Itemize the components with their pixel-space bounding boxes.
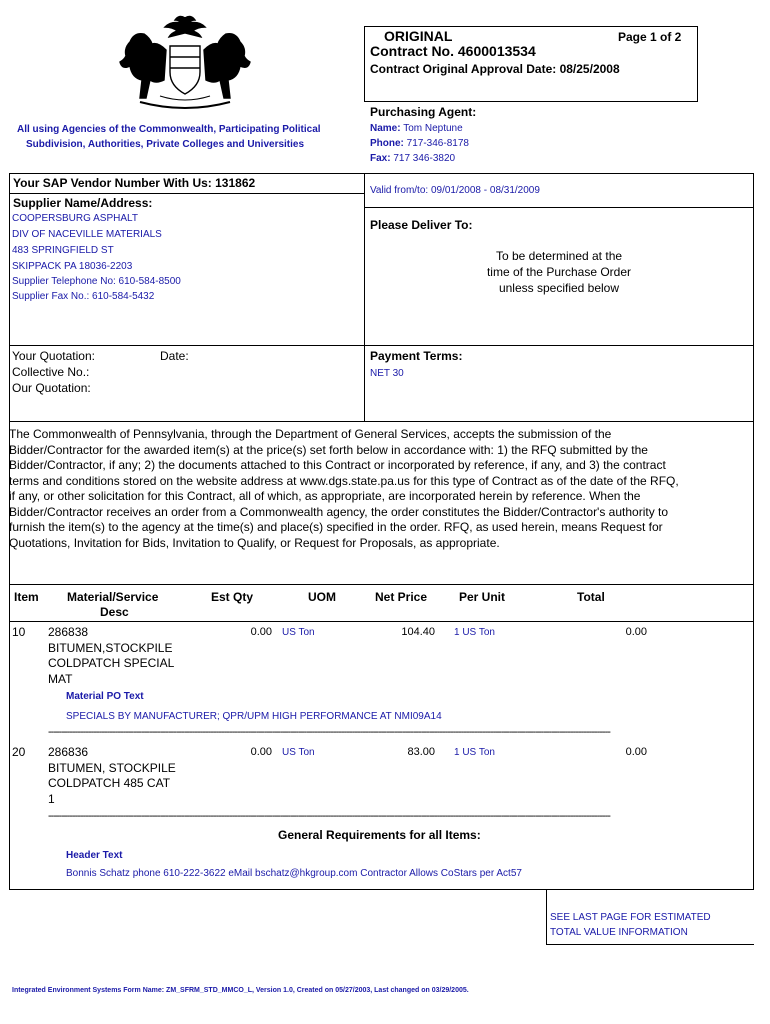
body-line: Bidder/Contractor for the awarded item(s) at the price(s) set forth below in accordance with: 1) the RFQ submitted by the xyxy=(9,442,648,457)
col-header-uom: UOM xyxy=(308,590,336,604)
body-line: Quotations, Invitation for Bids, Invitation to Qualify, or Request for Proposals, as appropriate. xyxy=(9,535,500,550)
supplier-line: SKIPPACK PA 18036-2203 xyxy=(12,261,133,272)
body-line: if any, or other solicitation for this Contract, all of which, as appropriate, are incorporated herein by reference. When the xyxy=(9,489,641,503)
supplier-line: DIV OF NACEVILLE MATERIALS xyxy=(12,229,162,240)
contract-number: Contract No. 4600013534 xyxy=(370,43,536,59)
row-uom: US Ton xyxy=(282,627,315,638)
row-total: 0.00 xyxy=(625,746,647,758)
row-net-price: 104.40 xyxy=(401,626,435,638)
row-desc-line: 286838 xyxy=(48,625,89,639)
agent-fax-label: Fax: xyxy=(370,153,391,164)
agent-phone xyxy=(370,138,469,149)
row-est-qty: 0.00 xyxy=(250,626,272,638)
row-separator: ------------------------------------------------------------------------------------------------------------------------------------------------------------------------------------------------------------------- xyxy=(48,726,610,738)
agencies-note-line-1: All using Agencies of the Commonwealth, Participating Political xyxy=(17,124,321,135)
row-desc xyxy=(48,625,174,687)
row-desc-line: 286836 xyxy=(48,745,89,759)
row-desc-line: COLDPATCH SPECIAL xyxy=(48,656,175,670)
row-desc-line: 1 xyxy=(48,791,55,806)
col-header-material: Material/Service xyxy=(67,590,159,604)
row-separator: ------------------------------------------------------------------------------------------------------------------------------------------------------------------------------------------------------------------- xyxy=(48,810,610,822)
row-desc-line: COLDPATCH 485 CAT xyxy=(48,776,171,790)
agent-name xyxy=(370,123,463,134)
commonwealth-seal xyxy=(110,12,260,112)
row-item-number: 20 xyxy=(12,745,26,759)
col-header-material-desc: Desc xyxy=(100,605,129,619)
agent-fax-value: 717 346-3820 xyxy=(393,153,456,164)
agent-name-label: Name: xyxy=(370,123,401,134)
col-header-item: Item xyxy=(14,590,39,604)
material-po-text-label: Material PO Text xyxy=(66,691,144,702)
agent-phone-label: Phone: xyxy=(370,138,404,149)
see-last-page-note: TOTAL VALUE INFORMATION xyxy=(550,927,688,938)
row-desc-line: BITUMEN,STOCKPILE xyxy=(48,640,173,655)
supplier-line: COOPERSBURG ASPHALT xyxy=(12,213,138,224)
contract-body-text xyxy=(9,427,679,551)
vendor-number: Your SAP Vendor Number With Us: 131862 xyxy=(13,176,256,190)
col-header-net-price: Net Price xyxy=(375,590,428,604)
see-last-page-note: SEE LAST PAGE FOR ESTIMATED xyxy=(550,912,711,923)
row-net-price: 83.00 xyxy=(407,746,435,758)
deliver-heading: Please Deliver To: xyxy=(370,218,473,232)
date-label: Date: xyxy=(160,349,189,363)
col-header-per-unit: Per Unit xyxy=(459,590,506,604)
body-line: Bidder/Contractor receives an order from a Commonwealth agency, the order constitutes the Bidder/Contractor's authority to xyxy=(9,504,669,519)
row-per-unit: 1 US Ton xyxy=(454,627,495,638)
material-po-text: SPECIALS BY MANUFACTURER; QPR/UPM HIGH PERFORMANCE AT NMI09A14 xyxy=(66,711,442,722)
body-line: Bidder/Contractor, if any; 2) the documents attached to this Contract or incorporated by reference, if any, and 3) the contract xyxy=(9,458,666,472)
row-desc-line: MAT xyxy=(48,671,73,686)
agent-name-value: Tom Neptune xyxy=(403,123,463,134)
agent-fax xyxy=(370,153,455,164)
form-footer: Integrated Environment Systems Form Name: ZM_SFRM_STD_MMCO_L, Version 1.0, Created on 05/27/2003, Last changed on 03/29/2005. xyxy=(12,987,469,994)
supplier-fax: Supplier Fax No.: 610-584-5432 xyxy=(12,291,155,302)
deliver-line: unless specified below xyxy=(498,281,620,295)
valid-dates: Valid from/to: 09/01/2008 - 08/31/2009 xyxy=(370,185,540,196)
status-label: ORIGINAL xyxy=(384,28,453,44)
deliver-line: time of the Purchase Order xyxy=(486,265,632,279)
body-line: terms and conditions stored on the website address at www.dgs.state.pa.us for this type of Contract as of the date of the RFQ, xyxy=(9,473,679,488)
row-est-qty: 0.00 xyxy=(250,746,272,758)
supplier-heading: Supplier Name/Address: xyxy=(13,196,153,210)
col-header-est-qty: Est Qty xyxy=(211,590,254,604)
row-item-number: 10 xyxy=(12,625,26,639)
row-per-unit: 1 US Ton xyxy=(454,747,495,758)
collective-no-label: Collective No.: xyxy=(12,365,90,379)
approval-date: Contract Original Approval Date: 08/25/2008 xyxy=(370,62,620,76)
row-uom: US Ton xyxy=(282,747,315,758)
page-number: Page 1 of 2 xyxy=(618,30,682,44)
our-quotation-label: Our Quotation: xyxy=(12,381,91,395)
general-requirements-heading: General Requirements for all Items: xyxy=(278,828,481,842)
row-desc xyxy=(48,745,176,807)
agencies-note-line-2: Subdivision, Authorities, Private Colleges and Universities xyxy=(26,139,305,150)
col-header-total: Total xyxy=(577,590,605,604)
header-text: Bonnis Schatz phone 610-222-3622 eMail bschatz@hkgroup.com Contractor Allows CoStars per Act57 xyxy=(66,868,522,879)
purchasing-agent-heading: Purchasing Agent: xyxy=(370,105,477,119)
payment-terms-value: NET 30 xyxy=(370,368,404,379)
body-line: furnish the item(s) to the agency at the time(s) and place(s) specified in the order. RFQ, as used herein, means Request for xyxy=(9,520,663,534)
row-desc-line: BITUMEN, STOCKPILE xyxy=(48,760,176,775)
your-quotation-label: Your Quotation: xyxy=(12,349,95,363)
agent-phone-value: 717-346-8178 xyxy=(406,138,469,149)
supplier-telephone: Supplier Telephone No: 610-584-8500 xyxy=(12,276,181,287)
header-text-label: Header Text xyxy=(66,850,123,861)
row-total: 0.00 xyxy=(625,626,647,638)
body-line: The Commonwealth of Pennsylvania, through the Department of General Services, accepts the submission of the xyxy=(9,427,612,441)
deliver-line: To be determined at the xyxy=(495,249,623,263)
supplier-line: 483 SPRINGFIELD ST xyxy=(12,245,114,256)
payment-terms-heading: Payment Terms: xyxy=(370,349,463,363)
